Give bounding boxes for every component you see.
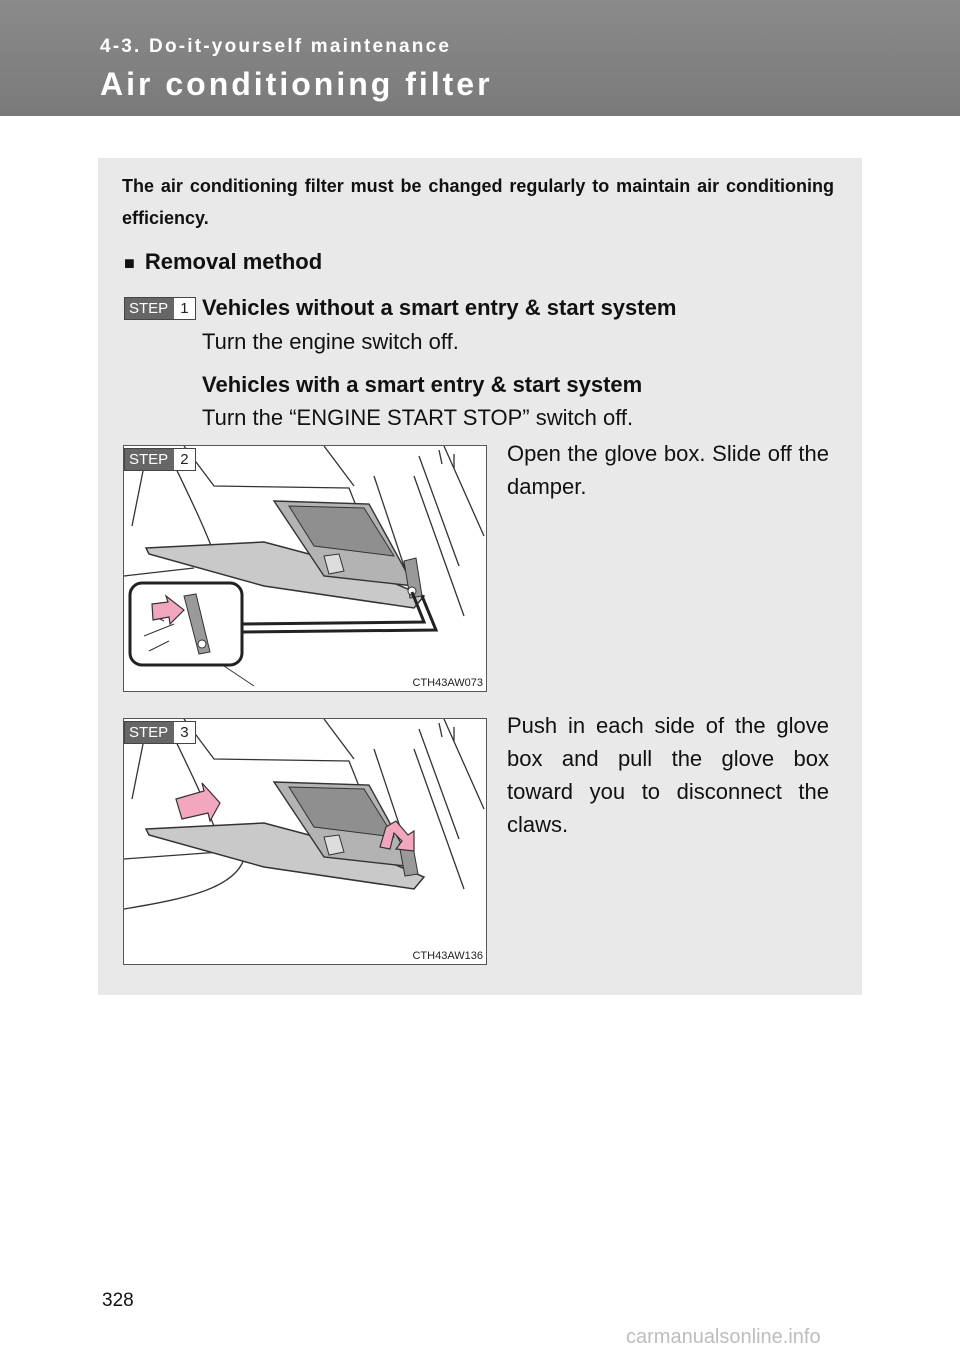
step-badge-word: STEP <box>125 449 174 470</box>
step-1-with-text: Turn the “ENGINE START STOP” switch off. <box>202 405 634 430</box>
removal-heading-text: Removal method <box>144 249 323 274</box>
intro-text: The air conditioning filter must be changed regularly to maintain air conditioning efficiency. <box>122 176 834 228</box>
step-1-without-heading: Vehicles without a smart entry & start system <box>202 295 677 320</box>
step-3-figure <box>123 718 487 965</box>
glove-box-claws-illustration <box>124 719 486 964</box>
step-badge-number: 1 <box>174 298 194 319</box>
step-badge-number: 2 <box>174 449 194 470</box>
figure-code: CTH43AW073 <box>412 677 483 689</box>
step-badge-number: 3 <box>174 722 194 743</box>
page-title: Air conditioning filter <box>100 66 493 102</box>
square-bullet-icon: ■ <box>124 253 135 273</box>
step-1-without-text: Turn the engine switch off. <box>202 329 459 354</box>
removal-heading <box>124 246 322 279</box>
step-3-badge <box>124 721 196 744</box>
step-badge-word: STEP <box>125 722 174 743</box>
watermark: carmanualsonline.info <box>626 1326 821 1348</box>
step-3-text: Push in each side of the glove box and pull the glove box toward you to disconnect the claws. <box>507 713 829 837</box>
step-1-badge <box>124 297 196 320</box>
page-number: 328 <box>102 1290 134 1311</box>
section-label: 4-3. Do-it-yourself maintenance <box>100 36 452 57</box>
step-badge-word: STEP <box>125 298 174 319</box>
page-header <box>0 0 960 116</box>
step-2-text: Open the glove box. Slide off the damper. <box>507 441 829 499</box>
figure-code: CTH43AW136 <box>412 950 483 962</box>
step-1-with-heading: Vehicles with a smart entry & start system <box>202 372 643 397</box>
step-2-badge <box>124 448 196 471</box>
glove-box-damper-illustration <box>124 446 486 691</box>
step-2-figure <box>123 445 487 692</box>
